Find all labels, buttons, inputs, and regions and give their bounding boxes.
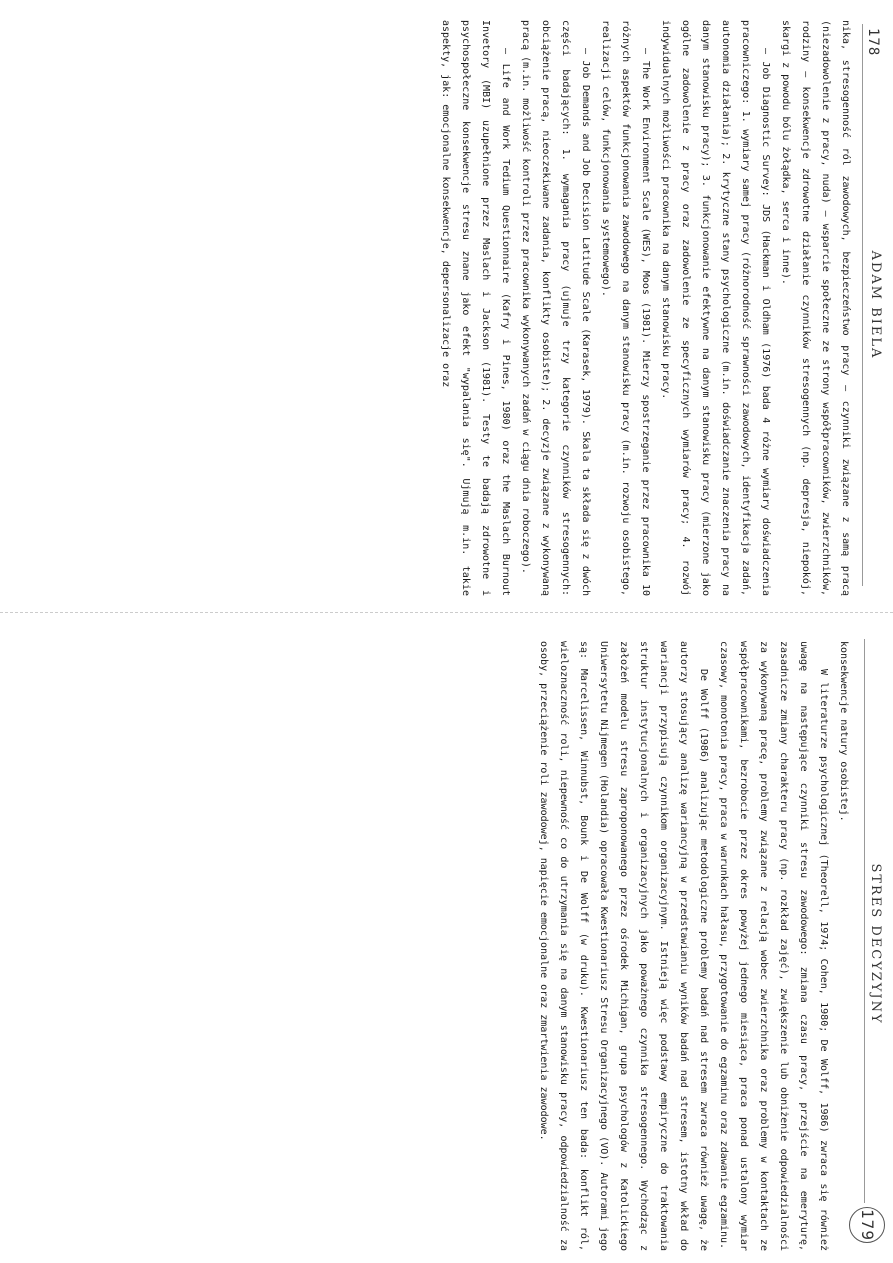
running-head: STRES DECYZYJNY bbox=[868, 863, 883, 1025]
paragraph: – Job Demands and Job Decision Latitude Scale (Karasek, 1979). Skala ta składa się z dwóch części badających: 1. wymagania pracy (ujmuje trzy kategorie czynników stresogennych: obciążenie pracą, nieoczekiwane zadania, konflikty osobiste); 2. decyzje związane z wykonywaną pracą (m.in. możliwość kontroli przez pracownika wykonywanych zadań w ciągu dnia roboczego). bbox=[520, 20, 591, 596]
right-page bbox=[0, 625, 893, 1263]
running-head: ADAM BIELA bbox=[868, 250, 883, 360]
page-number: 178 bbox=[865, 28, 881, 57]
paragraph: De Wolff (1986) analizując metodologiczne problemy badań nad stresem zwraca również uwagę, że autorzy stosujący analizę wariancyjną w przedstawianiu wyników badań nad stresem, istotny wkład do wariancji przypisują czynnikom organizacyjnym. Istnieją więc podstawy empiryczne do traktowania struktur instytucjonalnych i organizacyjnych jako poważnego czynnika stresogennego. Wychodząc z założeń modelu stresu zaproponowanego przez ośrodek Michigan, grupa psychologów z Katolickiego Uniwersytetu Nijmegen (Holandia) opracowała Kwestionariusz Stresu Organizacyjnego (VO). Autorami jego są: Marcelissen, Winnubst, Bounk i De Wolff (w druku). Kwestionariusz ten bada: konflikt ról, wieloznaczność roli, niepewność co do utrzymania się na danym stanowisku pracy, odpowiedzialność za osoby, przeciążenie roli zawodowej, napięcie emocjonalne oraz zmartwienia zawodowe. bbox=[538, 641, 709, 1251]
paragraph: nika, stresogenność ról zawodowych, bezpieczeństwo pracy – czynniki związane z samą pracą (niezadowolenie z pracy, nuda) – wsparcie społeczne ze strony współpracowników, zwierzchników, rodziny – konsekwencje zdrowotne działanie czynników stresogennych (np. depresja, niepokój, skargi z powodu bólu żołądka, serca i inne). bbox=[780, 20, 851, 596]
paragraph: – Job Diagnostic Survey: JDS (Hackman i Oldham (1976) bada 4 różne wymiary doświadczenia pracowniczego: 1. wymiary samej pracy (różnorodność sprawności zawodowych, identyfikacja zadań, autonomia działania); 2. krytyczne stany psychologiczne (m.in. doświadczanie znaczenia pracy na danym stanowisku pracy); 3. funkcjonowanie efektywne na danym stanowisku pracy (mierzone jako ogólne zadowolenie z pracy oraz zadowolenie ze specyficznych wymiarów pracy; 4. rozwój indywidualnych możliwości pracownika na danym stanowisku pracy. bbox=[660, 20, 771, 596]
header-rule bbox=[864, 639, 865, 1203]
paragraph: konsekwencje natury osobistej. bbox=[838, 641, 849, 822]
page-number: 179 bbox=[849, 1207, 885, 1243]
left-page bbox=[0, 0, 893, 610]
page-body bbox=[533, 641, 853, 1251]
header-rule bbox=[862, 24, 863, 586]
paragraph: – The Work Environment Scale (WES), Moos (1981). Mierzy spostrzeganie przez pracownika 10 różnych aspektów funkcjonowania zawodowego na danym stanowisku pracy (m.in. rozwoju osobistego, realizacji celów, funkcjonowania systemowego). bbox=[600, 20, 651, 596]
paragraph: W literaturze psychologicznej (Theorell, 1974; Cohen, 1980; De Wolff, 1986) zwraca się również uwagę na następujące czynniki stresu zawodowego: zmiana czasu pracy, przejście na emeryturę, zasadnicze zmiany charakteru pracy (np. rozkład zajęć), zwiększenie lub obniżenie odpowiedzialności za wykonywaną pracę, problemy związane z relacją wobec zwierzchnika oraz problemy w kontaktach ze współpracownikami, bezrobocie przez okres powyżej jednego miesiąca, praca ponad ustalony wymiar czasowy, monotonia pracy, praca w warunkach hałasu, przygotowanie do egzaminu oraz zdawanie egzaminu. bbox=[718, 641, 829, 1251]
paragraph: – Life and Work Tedium Questionnaire (Kafry i Pines, 1980) oraz the Maslach Burnout Invetory (MBI) uzupełnione przez Maslach i Jackson (1981). Testy te badają zdrowotne i psychospołeczne konsekwencje stresu znane jako efekt "wypalania się". Ujmują m.in. takie aspekty, jak: emocjonalne konsekwencje, depersonalizacje oraz bbox=[440, 20, 511, 596]
page-fold-divider bbox=[0, 612, 893, 614]
page-body bbox=[435, 20, 855, 596]
